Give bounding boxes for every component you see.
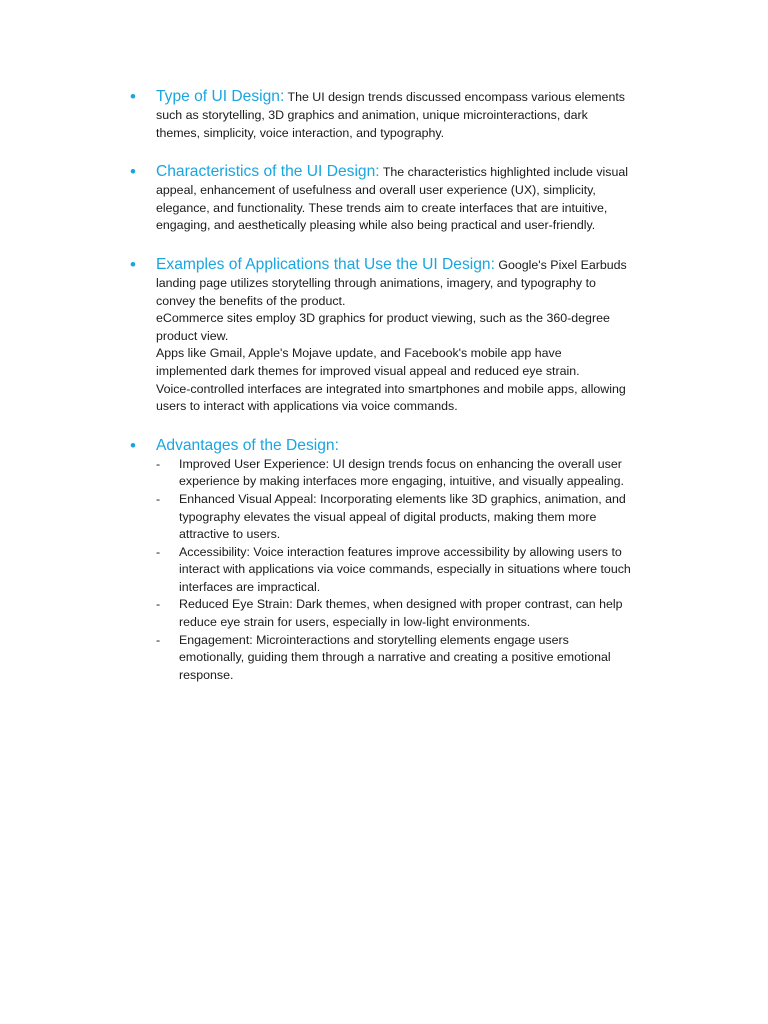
bullet-list bbox=[130, 86, 662, 703]
body-line: convey the benefits of the product. bbox=[156, 293, 346, 308]
section-body bbox=[156, 86, 662, 142]
body-line: eCommerce sites employ 3D graphics for product viewing, such as the 360-degree bbox=[156, 311, 610, 326]
advantage-item bbox=[156, 632, 662, 685]
body-line: interact with applications via voice commands, especially in situations where touch bbox=[179, 562, 631, 577]
section-body bbox=[156, 435, 662, 685]
section-body bbox=[156, 254, 662, 416]
body-line: Reduced Eye Strain: Dark themes, when designed with proper contrast, can help bbox=[179, 597, 623, 612]
section-advantages bbox=[130, 435, 662, 685]
bullet-icon: • bbox=[130, 435, 136, 455]
body-line: Improved User Experience: UI design trends focus on enhancing the overall user bbox=[179, 456, 622, 471]
body-line: Accessibility: Voice interaction features improve accessibility by allowing users to bbox=[179, 544, 622, 559]
body-line: elegance, and functionality. These trends aim to create interfaces that are intuitive, bbox=[156, 200, 608, 215]
body-line: users to interact with applications via voice commands. bbox=[156, 399, 458, 414]
advantage-item bbox=[156, 596, 662, 631]
section-lead-text: Google's Pixel Earbuds bbox=[494, 257, 627, 272]
section-type-of-ui-design bbox=[130, 86, 662, 142]
body-line: such as storytelling, 3D graphics and animation, unique microinteractions, dark bbox=[156, 108, 588, 122]
body-line: product view. bbox=[156, 328, 229, 343]
body-line: Apps like Gmail, Apple's Mojave update, and Facebook's mobile app have bbox=[156, 346, 562, 361]
body-line: interfaces are impractical. bbox=[179, 579, 321, 594]
dash-marker: - bbox=[156, 544, 161, 559]
section-examples bbox=[130, 254, 662, 416]
section-heading: Type of UI Design: bbox=[156, 88, 285, 105]
bullet-icon: • bbox=[130, 87, 136, 106]
body-line: response. bbox=[179, 667, 234, 682]
advantage-item bbox=[156, 491, 662, 544]
body-line: themes, simplicity, voice interaction, and typography. bbox=[156, 125, 445, 140]
section-lead-text: The UI design trends discussed encompass various elements bbox=[284, 90, 625, 104]
bullet-icon: • bbox=[130, 162, 136, 182]
section-heading: Characteristics of the UI Design: bbox=[156, 163, 380, 181]
dash-marker: - bbox=[156, 491, 161, 506]
body-line: Enhanced Visual Appeal: Incorporating elements like 3D graphics, animation, and bbox=[179, 491, 626, 506]
section-characteristics bbox=[130, 161, 662, 235]
dash-marker: - bbox=[156, 456, 161, 471]
bullet-icon: • bbox=[130, 254, 136, 274]
advantage-item bbox=[156, 456, 662, 491]
section-lead-text: The characteristics highlighted include visual bbox=[379, 165, 629, 180]
section-heading: Examples of Applications that Use the UI Design: bbox=[156, 255, 495, 273]
advantage-item bbox=[156, 544, 662, 597]
body-line: attractive to users. bbox=[179, 527, 281, 542]
body-line: Voice-controlled interfaces are integrated into smartphones and mobile apps, allowing bbox=[156, 381, 626, 396]
body-line: implemented dark themes for improved visual appeal and reduced eye strain. bbox=[156, 363, 580, 378]
body-line: appeal, enhancement of usefulness and overall user experience (UX), simplicity, bbox=[156, 183, 596, 198]
body-line: Engagement: Microinteractions and storytelling elements engage users bbox=[179, 632, 569, 647]
body-line: engaging, and aesthetically pleasing while also being practical and user-friendly. bbox=[156, 218, 596, 233]
body-line: reduce eye strain for users, especially in low-light environments. bbox=[179, 615, 531, 630]
body-line: landing page utilizes storytelling through animations, imagery, and typography to bbox=[156, 275, 596, 290]
dash-marker: - bbox=[156, 632, 161, 647]
section-heading: Advantages of the Design: bbox=[156, 436, 339, 454]
dash-marker: - bbox=[156, 597, 161, 612]
section-body bbox=[156, 161, 662, 235]
body-line: typography elevates the visual appeal of digital products, making them more bbox=[179, 509, 597, 524]
advantages-list bbox=[156, 456, 662, 685]
body-line: emotionally, guiding them through a narrative and creating a positive emotional bbox=[179, 650, 611, 665]
body-line: experience by making interfaces more engaging, intuitive, and visually appealing. bbox=[179, 474, 624, 489]
